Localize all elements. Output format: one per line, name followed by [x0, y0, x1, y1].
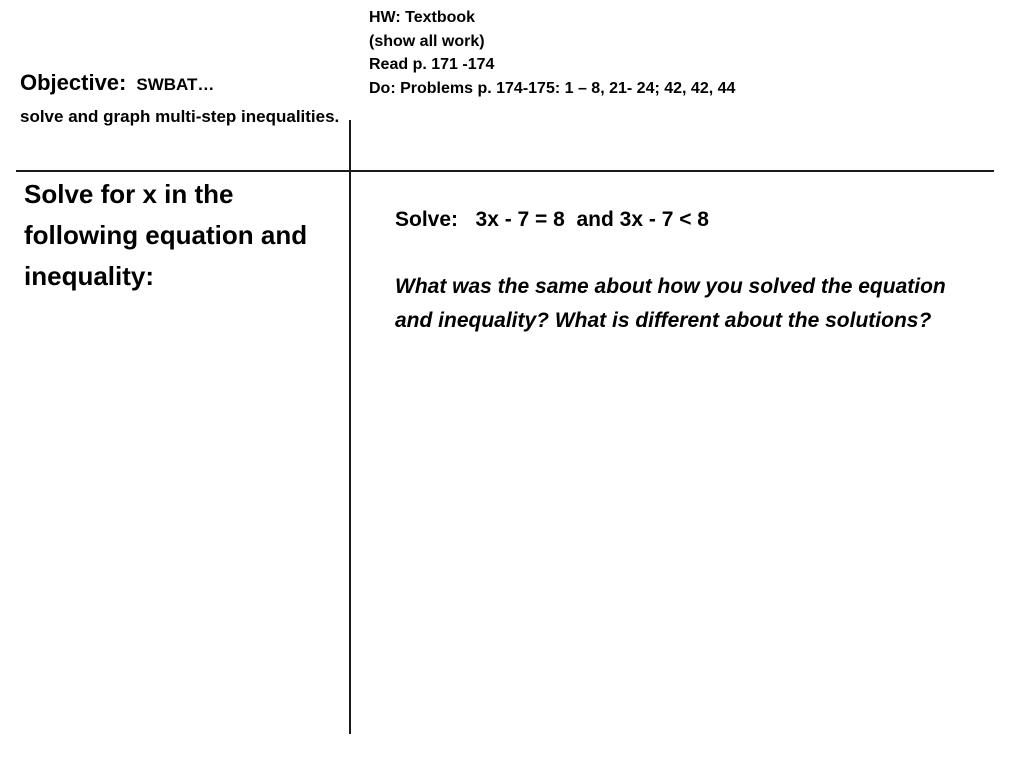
- solve-prompt: Solve: 3x - 7 = 8 and 3x - 7 < 8: [395, 208, 709, 231]
- homework-line: Read p. 171 -174: [369, 56, 495, 73]
- homework-line: Do: Problems p. 174-175: 1 – 8, 21- 24; 42, 42, 44: [369, 79, 736, 97]
- objective-label: Objective:: [20, 70, 127, 95]
- homework-line: HW: Textbook: [369, 9, 476, 26]
- objective-text: solve and graph multi-step inequalities.: [20, 107, 340, 126]
- vertical-divider: [349, 120, 351, 734]
- homework-block: [369, 6, 1009, 100]
- left-heading: Solve for x in the following equation and inequality:: [24, 179, 308, 291]
- homework-line: (show all work): [369, 32, 485, 50]
- objective-swbat: SWBAT…: [136, 75, 215, 94]
- reflection-question: What was the same about how you solved the equation and inequality? What is different about the solutions?: [395, 275, 946, 332]
- objective-header: [20, 68, 340, 101]
- horizontal-divider: [16, 170, 994, 172]
- objective-block: [20, 68, 340, 130]
